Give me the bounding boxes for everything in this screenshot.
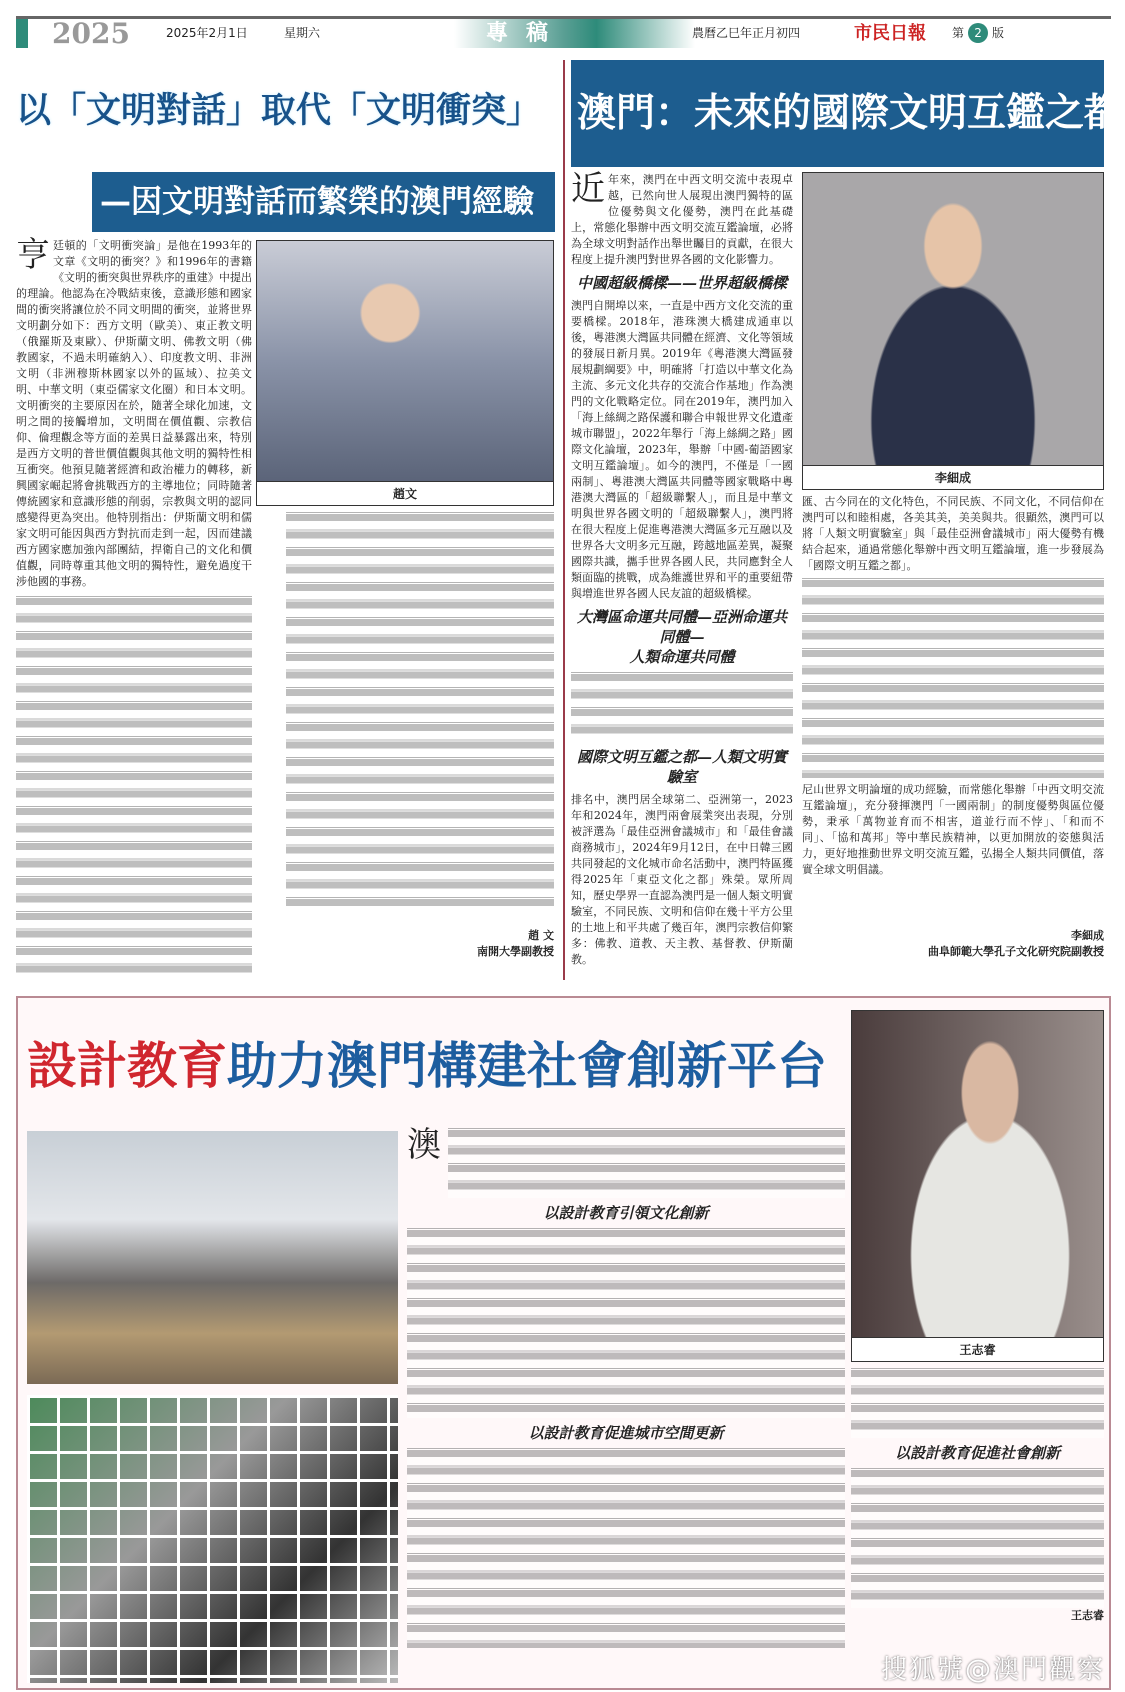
header-weekday: 星期六 — [284, 26, 321, 40]
article2-col3-body — [802, 578, 1104, 778]
article2-col1 — [571, 169, 793, 968]
article3-right-text — [851, 1368, 1104, 1438]
article2-section2-text — [571, 672, 793, 742]
newspaper-logo: 市民日報 — [854, 23, 926, 44]
speaker-portrait-image — [257, 241, 553, 481]
article3-dropcap: 澳 — [407, 1128, 441, 1198]
column-divider — [563, 60, 565, 980]
article3-section3-text — [851, 1468, 1104, 1608]
page-header — [16, 16, 1111, 48]
article1-col1 — [16, 235, 252, 976]
article1-byline — [286, 928, 554, 960]
article1-dropcap: 亨 — [16, 235, 50, 275]
article2-author: 李細成 — [1071, 929, 1104, 942]
article2-byline — [802, 928, 1104, 960]
article3-section1-text — [407, 1228, 845, 1418]
article3-photo — [851, 1010, 1104, 1362]
article3-headline-red: 設計教育 — [27, 1037, 227, 1095]
page-number-badge: 2 — [968, 23, 988, 43]
article3-right-column — [851, 1368, 1104, 1624]
article1-lead-text: 廷頓的「文明衝突論」是他在1993年的文章《文明的衝突？》和1996年的書籍《文明的衝突與世界秩序的重建》中提出的理論。他認為在冷戰結束後，意識形態和國家間的衝突將讓位於不同文明間的衝突，並將世界文明劃分如下：西方文明（歐美）、東正教文明（俄羅斯及東歐）、伊斯蘭文明、佛教文明（佛教國家，不過未明確納入）、印度教文明、非洲文明（非洲穆斯林國家以外的區域）、拉美文明、中華文明（東亞儒家文化圈）和日本文明。文明衝突的主要原因在於，隨著全球化加速，文明之間的接觸增加，文明間在價值觀、宗教信仰、倫理觀念等方面的差異日益暴露出來，特別是西方文明的普世價值觀與其他文明的獨特性相互衝突。他預見隨著經濟和政治權力的轉移，新興國家崛起將會挑戰西方的主導地位；同時隨著傳統國家和意識形態的削弱，宗教與文明的認同感變得更為突出。他特別指出：伊斯蘭文明和儒家文明可能因與西方對抗而走到一起，因而建議西方國家應加強內部團結，捍衛自己的文化和價值觀，同時尊重其他文明的獨特性，避免過度干涉他國的事務。 — [16, 239, 252, 588]
exhibition-photo — [27, 1131, 398, 1384]
article3-intro — [407, 1125, 845, 1198]
article3-section3-title: 以設計教育促進社會創新 — [894, 1444, 1060, 1462]
article1-photo-caption: 趙文 — [257, 481, 553, 505]
article3-body — [407, 1125, 845, 1648]
article2-headline: 澳門：未來的國際文明互鑑之都 — [571, 60, 1104, 167]
article2-section2-title — [571, 607, 793, 667]
design-works-grid-image — [27, 1395, 398, 1683]
watermark: 搜狐號@澳門觀察 — [880, 1655, 1105, 1685]
article2-dropcap: 近 — [571, 169, 605, 209]
article3-headline-blue: 助力澳門構建社會創新平台 — [227, 1037, 827, 1095]
article2-col3-text: 匯、古今同在的文化特色，不同民族、不同文化，不同信仰在澳門可以和睦相處，各美其美，美美與共。很顯然，澳門可以將「人類文明實驗室」與「最佳亞洲會議城市」兩大優勢有機結合起來，通過常態化舉辦中西文明互鑑論壇，進一步發展為「國際文明互鑑之都」。 — [802, 495, 1104, 572]
article3-section2-title: 以設計教育促進城市空間更新 — [528, 1424, 724, 1442]
article2-section3-title: 國際文明互鑑之都—人類文明實驗室 — [576, 748, 787, 786]
article1-author: 趙 文 — [528, 929, 554, 942]
article3-intro-text — [448, 1128, 845, 1198]
header-section: 專稿 — [486, 21, 567, 46]
author-portrait-image — [803, 173, 1103, 465]
article2-lead — [571, 169, 793, 268]
header-accent-bar — [16, 19, 28, 48]
article1-author-title: 南開大學副教授 — [477, 945, 554, 958]
article2-photo-caption: 李細成 — [803, 465, 1103, 489]
page-number — [952, 19, 1004, 48]
article2-photo — [802, 172, 1104, 490]
article1-body-col2 — [286, 512, 554, 907]
author-portrait-image — [852, 1011, 1103, 1337]
article3-author: 王志睿 — [1071, 1609, 1104, 1622]
article1-photo — [256, 240, 554, 506]
article3-section2-text — [407, 1448, 845, 1648]
article3-section1-title: 以設計教育引領文化創新 — [543, 1204, 709, 1222]
article2-closing-text: 尼山世界文明論壇的成功經驗，而常態化舉辦「中西文明交流互鑑論壇」，充分發揮澳門「一國兩制」的制度優勢與區位優勢，秉承「萬物並育而不相害，道並行而不悖」、「和而不同」、「協和萬邦」等中華民族精神，以更加開放的姿態與活力，更好地推動世界文明交流互鑑，弘揚全人類共同價值，落實全球文明倡議。 — [802, 783, 1104, 876]
article2-section2-title-line1: 大灣區命運共同體—亞洲命運共同體— — [576, 608, 787, 646]
page-suffix: 版 — [992, 26, 1005, 40]
header-year: 2025 — [52, 17, 130, 50]
article3-headline — [27, 1012, 847, 1120]
article2-lead-text: 年來，澳門在中西文明交流中表現卓越，已然向世人展現出澳門獨特的區位優勢與文化優勢，澳門在此基礎上，常態化舉辦中西文明交流互鑑論壇，必將為全球文明對話作出舉世矚目的貢獻，在很大程度上提升澳門對世界各國的文化影響力。 — [571, 173, 793, 266]
article2-author-title: 曲阜師範大學孔子文化研究院副教授 — [928, 945, 1104, 958]
article1-headline: 以「文明對話」取代「文明衝突」 — [16, 91, 542, 131]
article2-section2-title-line2: 人類命運共同體 — [629, 648, 735, 666]
article1-subheadline: —因文明對話而繁榮的澳門經驗 — [92, 172, 555, 232]
page-prefix: 第 — [952, 26, 965, 40]
article1-body-col1 — [16, 596, 252, 976]
header-date: 2025年2月1日 — [166, 26, 248, 40]
article2-section1-text: 澳門自開埠以來，一直是中西方文化交流的重要橋樑。2018年，港珠澳大橋建成通車以後，粵港澳大灣區共同體在經濟、文化等領域的發展日新月異。2019年《粵港澳大灣區發展規劃綱要》中，明確將「打造以中華文化為主流、多元文化共存的交流合作基地」作為澳門的文化戰略定位。同在2019年，澳門加入「海上絲綢之路保護和聯合申報世界文化遺產城市聯盟」，2022年舉行「海上絲綢之路」國際文化論壇，2023年，舉辦「中國-葡語國家文明互鑑論壇」。如今的澳門，不僅是「一國兩制」、粵港澳大灣區共同體等國家戰略中粵港澳大灣區的「超級聯繫人」，而且是中華文明與世界各國文明的「超級聯繫人」，澳門將在很大程度上促進粵港澳大灣區多元互融以及世界各大文明多元互融，跨越地區差異，凝聚國際共識，攜手世界各國人民，共同應對全人類面臨的挑戰，成為維護世界和平的重要紐帶與增進世界各國人民友誼的超級橋樑。 — [571, 299, 793, 600]
header-lunar-date: 農曆乙巳年正月初四 — [692, 26, 801, 40]
article1-lead — [16, 235, 252, 590]
article2-col2-lower — [802, 494, 1104, 878]
article2-section3-text: 排名中，澳門居全球第二、亞洲第一，2023年和2024年，澳門兩會展業突出表現，分別被評選為「最佳亞洲會議城市」和「最佳會議商務城市」，2024年9月12日，在中日韓三國共同發起的文化城市命名活動中，澳門特區獲得2025年「東亞文化之都」殊榮。眾所周知，歷史學界一直認為澳門是一個人類文明實驗室，不同民族、文明和信仰在幾十平方公里的土地上和平共處了幾百年，澳門宗教信仰繁多：佛教、道教、天主教、基督教、伊斯蘭教。 — [571, 793, 793, 966]
article2-section1-title: 中國超級橋樑——世界超級橋樑 — [576, 274, 787, 292]
article3-photo-caption: 王志睿 — [852, 1337, 1103, 1361]
